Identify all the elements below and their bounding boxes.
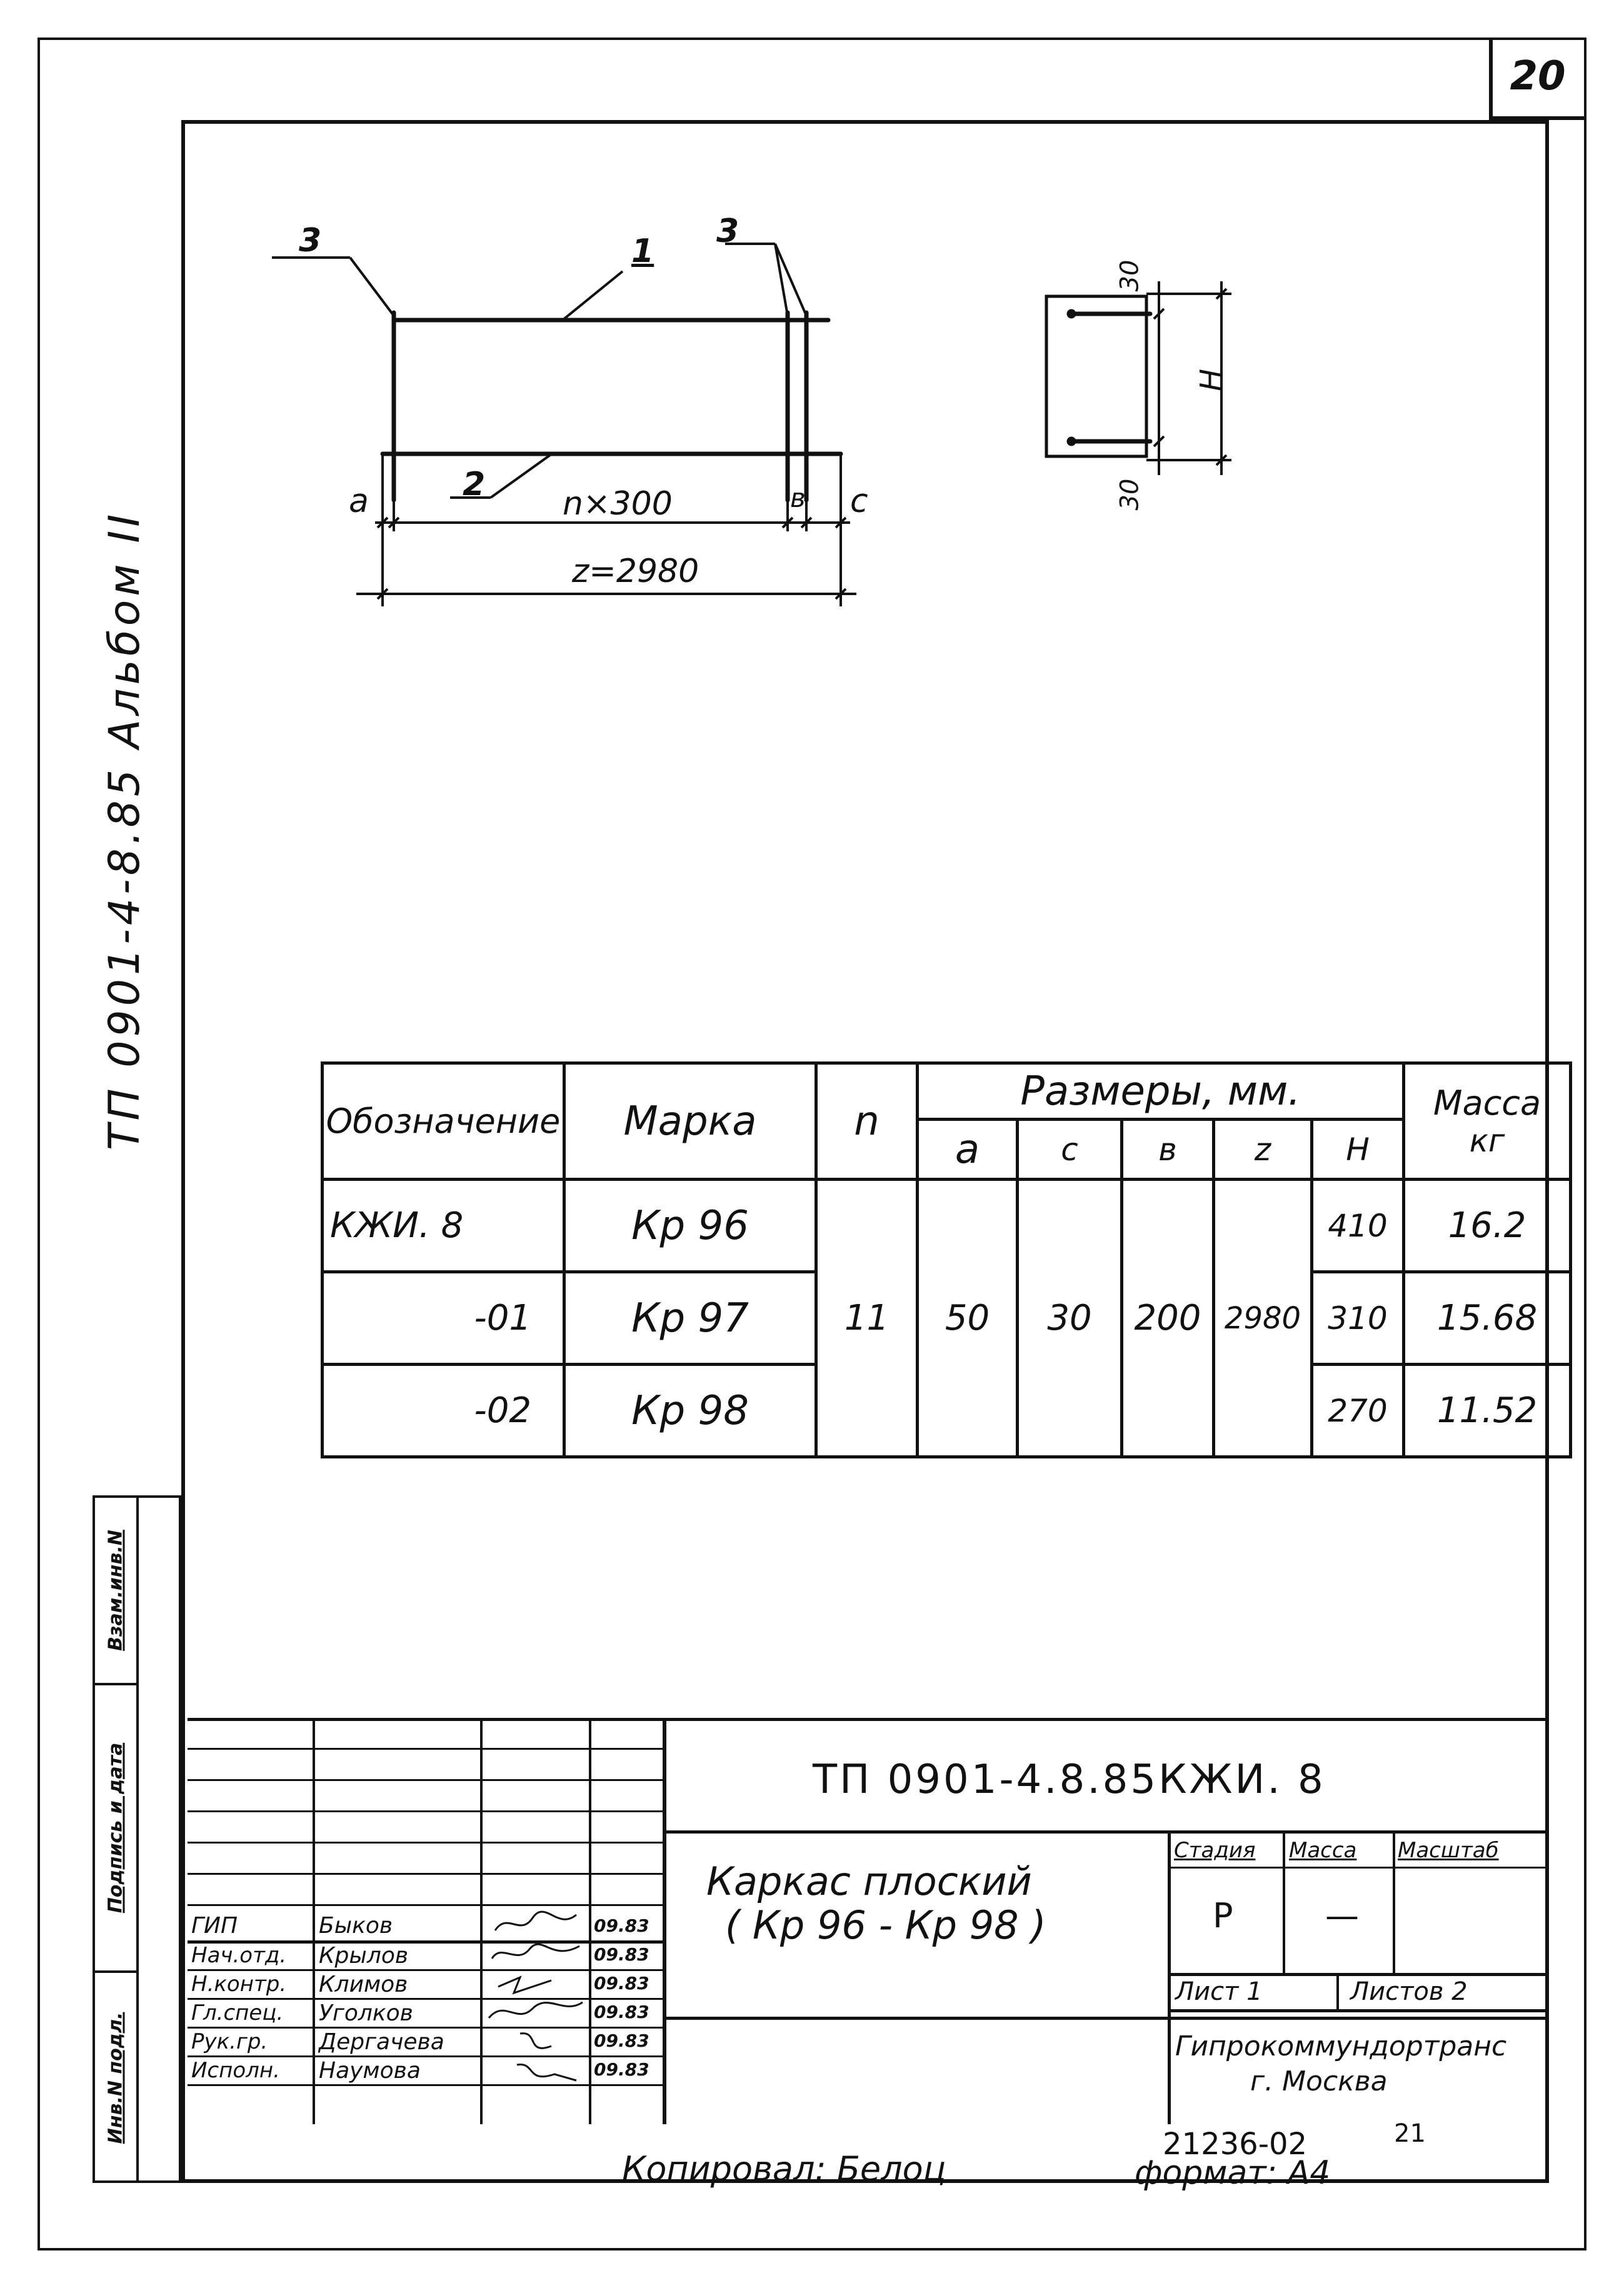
section-dim-30-bottom: 30: [1115, 478, 1145, 511]
row-H: 270: [1312, 1365, 1404, 1457]
person-name: Наумова: [319, 2058, 421, 2084]
stage-label: Стадия: [1174, 1838, 1256, 1863]
person-date: 09.83: [594, 2059, 649, 2080]
left-cell-inventory: [95, 1973, 136, 2183]
dimension-c-label: c: [850, 483, 868, 520]
signature-6: [517, 2065, 576, 2080]
dimension-nx300-label: n×300: [563, 485, 673, 523]
row-mark: Кр 96: [564, 1180, 816, 1272]
header-c: c: [1018, 1120, 1122, 1180]
shared-c: 30: [1018, 1180, 1122, 1457]
scale-label: Масштаб: [1398, 1838, 1499, 1863]
header-b: в: [1122, 1120, 1214, 1180]
left-cell-replace-label: Взам.инв.N: [104, 1530, 127, 1651]
header-z: z: [1214, 1120, 1312, 1180]
section-dim-30-top: 30: [1115, 259, 1145, 292]
row-mass: 16.2: [1404, 1180, 1571, 1272]
row-mass: 15.68: [1404, 1272, 1571, 1365]
signatures: [483, 1905, 589, 2087]
stage-value: Р: [1213, 1896, 1233, 1935]
organization-city: г. Москва: [1250, 2065, 1388, 2097]
organization-name: Гипрокоммундортранс: [1175, 2030, 1507, 2062]
person-role: Нач.отд.: [191, 1943, 287, 1968]
specification-table: [321, 1061, 1572, 1458]
title-block: [188, 1718, 1545, 2124]
cross-section-drawing: [1025, 238, 1288, 500]
person-name: Дергачева: [319, 2029, 444, 2055]
header-mass: [1404, 1063, 1571, 1180]
person-role: Исполн.: [191, 2058, 280, 2083]
header-mass-label: Масса: [1433, 1083, 1541, 1123]
header-mass-unit: кг: [1469, 1123, 1505, 1159]
person-name: Уголков: [319, 2000, 413, 2026]
person-date: 09.83: [594, 2002, 649, 2022]
row-designation: -02: [323, 1365, 564, 1457]
person-date: 09.83: [594, 1944, 649, 1965]
row-designation: КЖИ. 8: [323, 1180, 564, 1272]
left-cell-signature-label: Подпись и дата: [104, 1742, 127, 1914]
archive-code: 21236-02: [1163, 2127, 1308, 2162]
header-a: a: [918, 1120, 1018, 1180]
row-mass: 11.52: [1404, 1365, 1571, 1457]
drawing-name-line1: Каркас плоский: [706, 1859, 1032, 1904]
dimension-a-label: a: [349, 483, 369, 520]
signature-4: [489, 2002, 583, 2018]
mass-value: —: [1325, 1896, 1359, 1935]
dimension-b-label: в: [790, 483, 806, 513]
section-dim-H: H: [1194, 368, 1230, 392]
signature-2: [492, 1944, 579, 1959]
header-sizes: Размеры, мм.: [918, 1063, 1404, 1120]
person-role: Н.контр.: [191, 1972, 287, 1997]
left-column-divider: [136, 1498, 139, 2183]
person-role: Рук.гр.: [191, 2029, 268, 2054]
position-label-1: 1: [631, 233, 654, 270]
dimension-z-label: z=2980: [572, 553, 699, 590]
left-cell-signature: [95, 1685, 136, 1973]
person-name: Быков: [319, 1913, 393, 1939]
header-n: n: [816, 1063, 918, 1180]
position-label-3-left: 3: [299, 222, 322, 259]
person-date: 09.83: [594, 2030, 649, 2051]
signature-5: [520, 2034, 551, 2049]
sheet-label: Лист 1: [1175, 1977, 1263, 2006]
person-role: Гл.спец.: [191, 2000, 284, 2025]
left-stamp-column: [93, 1495, 181, 2183]
left-cell-inventory-label: Инв.N подл.: [104, 2012, 127, 2144]
signature-1: [495, 1912, 576, 1930]
person-name: Крылов: [319, 1943, 409, 1969]
document-code: ТП 0901-4.8.85КЖИ. 8: [813, 1757, 1326, 1803]
person-date: 09.83: [594, 1973, 649, 1994]
row-H: 410: [1312, 1180, 1404, 1272]
person-role: ГИП: [191, 1913, 238, 1939]
shared-a: 50: [918, 1180, 1018, 1457]
person-name: Климов: [319, 1972, 408, 1997]
row-H: 310: [1312, 1272, 1404, 1365]
shared-z: 2980: [1214, 1180, 1312, 1457]
table-row: [323, 1180, 1571, 1272]
row-designation: -01: [323, 1272, 564, 1365]
left-cell-replace: [95, 1498, 136, 1685]
row-mark: Кр 97: [564, 1272, 816, 1365]
mass-label: Масса: [1289, 1838, 1357, 1863]
position-label-3-right: 3: [716, 213, 739, 250]
shared-b: 200: [1122, 1180, 1214, 1457]
person-date: 09.83: [594, 1915, 649, 1936]
shared-n: 11: [816, 1180, 918, 1457]
header-designation: Обозначение: [323, 1063, 564, 1180]
header-H: H: [1312, 1120, 1404, 1180]
header-mark: Марка: [564, 1063, 816, 1180]
position-label-2: 2: [463, 466, 486, 503]
side-title: ТП 0901-4-8.85 Альбом II: [100, 510, 149, 1150]
sheet-number: 20: [1510, 53, 1566, 99]
drawing-name-line2: ( Кр 96 - Кр 98 ): [725, 1902, 1046, 1948]
row-mark: Кр 98: [564, 1365, 816, 1457]
paper-format: формат: А4: [1135, 2154, 1331, 2192]
signature-3: [498, 1977, 551, 1993]
sheets-label: Листов 2: [1350, 1977, 1468, 2006]
archive-sheet-number: 21: [1394, 2119, 1426, 2148]
copied-by: Копировал: Белоц: [622, 2149, 946, 2189]
